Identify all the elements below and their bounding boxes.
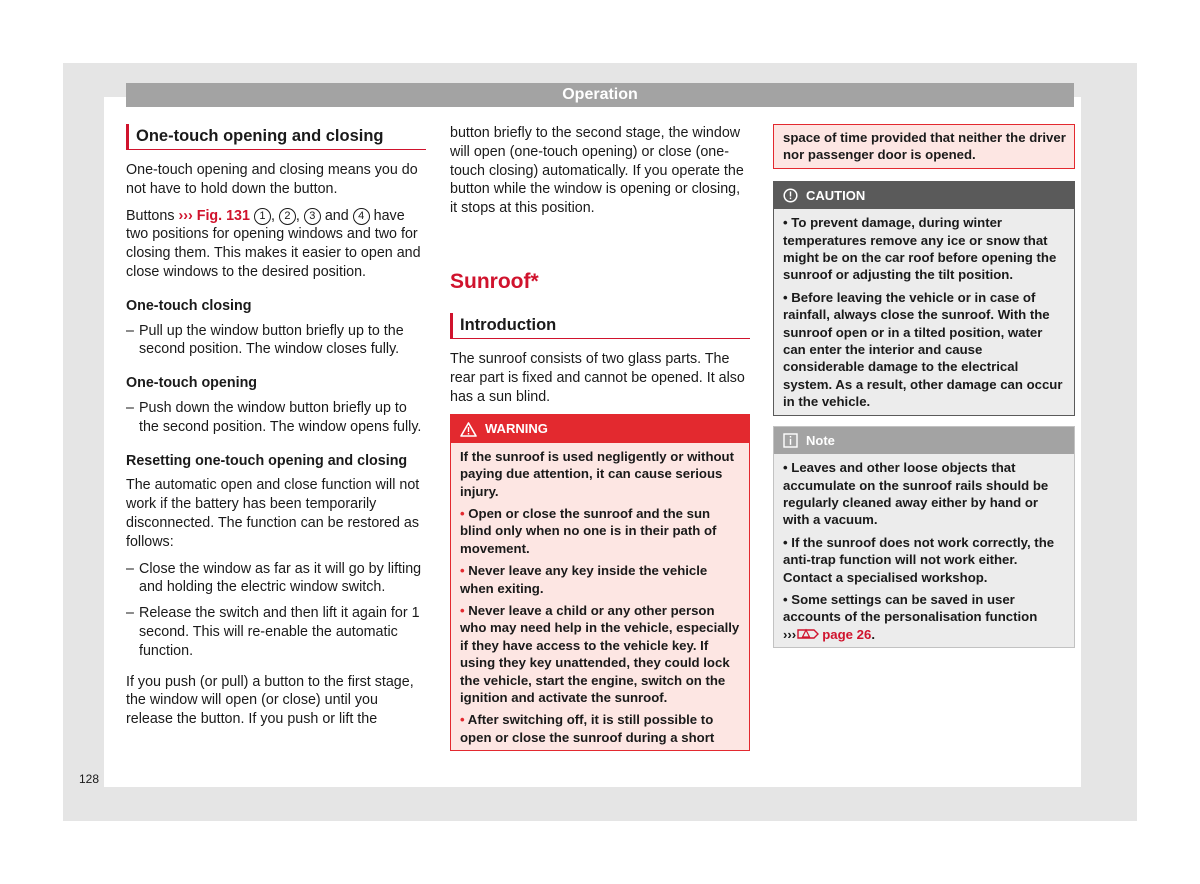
warning-item: • Never leave any key inside the vehicle when exiting. (460, 563, 708, 596)
caution-body (774, 209, 1074, 414)
caution-exclamation-icon (783, 188, 798, 203)
chapter-title-sunroof: Sunroof* (450, 269, 539, 293)
bullet-icon: • (783, 289, 792, 305)
page-number: 128 (79, 772, 100, 786)
warning-triangle-icon (460, 422, 477, 437)
column-3 (773, 124, 1075, 648)
caution-box (773, 181, 1075, 416)
bullet-icon: • (460, 563, 469, 579)
caution-label: CAUTION (806, 187, 866, 203)
column-2 (450, 124, 750, 751)
warning-header (451, 415, 749, 442)
section-header-band (126, 83, 1074, 107)
note-header (774, 427, 1074, 454)
caution-item: • To prevent damage, during winter temperatures remove any ice or snow that might be on the car roof before opening the sunroof or adjusting the tilt position. (783, 215, 1057, 283)
bullet-icon: • (783, 460, 792, 476)
warning-intro: If the sunroof is used negligently or without paying due attention, it can cause serious injury. (460, 448, 735, 499)
note-label: Note (806, 432, 835, 448)
heading-one-touch: One-touch opening and closing (126, 124, 426, 150)
bullet-icon: • (460, 603, 469, 619)
button-number-2-icon: 2 (279, 208, 296, 225)
warning-body (451, 443, 749, 751)
step-reset-close: – Close the window as far as it will go by lifting and holding the electric window switch. (126, 560, 426, 598)
paragraph-resetting: The automatic open and close function will not work if the battery has been temporarily disconnected. The function can be restored as follows: (126, 477, 420, 550)
step-opening: – Push down the window button briefly up to the second position. The window opens fully. (126, 399, 426, 437)
heading-introduction: Introduction (450, 313, 750, 339)
paragraph-second-stage: button briefly to the second stage, the window will open (one-touch opening) or close (one-touch closing) automatically. If you operate the button while the window is opening or closing, it stops at this position. (450, 125, 744, 217)
paragraph-first-stage: If you push (or pull) a button to the first stage, the window will open (or close) until you release the button. If you push or lift the (126, 673, 414, 728)
step-reset-release: – Release the switch and then lift it again for 1 second. This will re-enable the automatic function. (126, 604, 426, 660)
paragraph-intro: One-touch opening and closing means you do not have to hold down the button. (126, 162, 418, 197)
bullet-icon: • (460, 712, 468, 728)
subheading-resetting: Resetting one-touch opening and closing (126, 452, 408, 469)
figure-reference-link[interactable]: ››› Fig. 131 (178, 207, 250, 224)
button-number-4-icon: 4 (353, 208, 370, 225)
warning-item: • Open or close the sunroof and the sun blind only when no one is in their path of movement. (460, 506, 717, 556)
note-item: • Leaves and other loose objects that accumulate on the sunroof rails should be regularly cleaned away either by hand or with a vacuum. (783, 460, 1049, 528)
bullet-icon: • (783, 215, 792, 231)
paragraph-sunroof-intro: The sunroof consists of two glass parts. The rear part is fixed and cannot be opened. It also has a sun blind. (450, 350, 745, 405)
column-1 (126, 124, 426, 737)
button-number-3-icon: 3 (304, 208, 321, 225)
bullet-icon: • (460, 506, 469, 521)
page-reference-link[interactable]: ››› page 26 (783, 626, 872, 642)
subheading-one-touch-closing: One-touch closing (126, 297, 252, 314)
note-body (774, 454, 1074, 647)
note-item: • Some settings can be saved in user accounts of the personalisation function ››› page 26. (783, 591, 1038, 642)
warning-item: • Never leave a child or any other person who may need help in the vehicle, especially if they have access to the vehicle key. If using they key unattended, they could lock the vehicle, start the engine, switch on the ignition and activate the sunroof. (460, 603, 740, 706)
caution-header (774, 182, 1074, 209)
paragraph-buttons: Buttons ››› Fig. 131 1 , 2 , 3 and 4 have two positions for opening windows and two for closing them. This makes it easier to open and close windows to the desired position. (126, 207, 421, 280)
subheading-one-touch-opening: One-touch opening (126, 375, 258, 392)
caution-item: • Before leaving the vehicle or in case of rainfall, always close the sunroof. With the sunroof open or in a tilted position, water can enter the interior and cause considerable damage to the electrical system. As a result, other damage can occur in the vehicle. (783, 289, 1063, 410)
warning-box (450, 414, 750, 751)
warning-continuation: space of time provided that neither the driver nor passenger door is opened. (773, 124, 1075, 169)
note-item: • If the sunroof does not work correctly, the anti-trap function will not work either. Contact a specialised workshop. (783, 534, 1055, 585)
warning-label: WARNING (485, 421, 548, 437)
warning-reference-icon (797, 627, 819, 641)
bullet-icon: • (783, 534, 792, 550)
bullet-icon: • (783, 591, 792, 607)
button-number-1-icon: 1 (254, 208, 271, 225)
note-box (773, 426, 1075, 648)
info-icon (783, 433, 798, 448)
warning-item: • After switching off, it is still possible to open or close the sunroof during a short (460, 712, 715, 745)
section-header-title: Operation (562, 86, 638, 103)
step-closing: – Pull up the window button briefly up to the second position. The window closes fully. (126, 322, 426, 360)
